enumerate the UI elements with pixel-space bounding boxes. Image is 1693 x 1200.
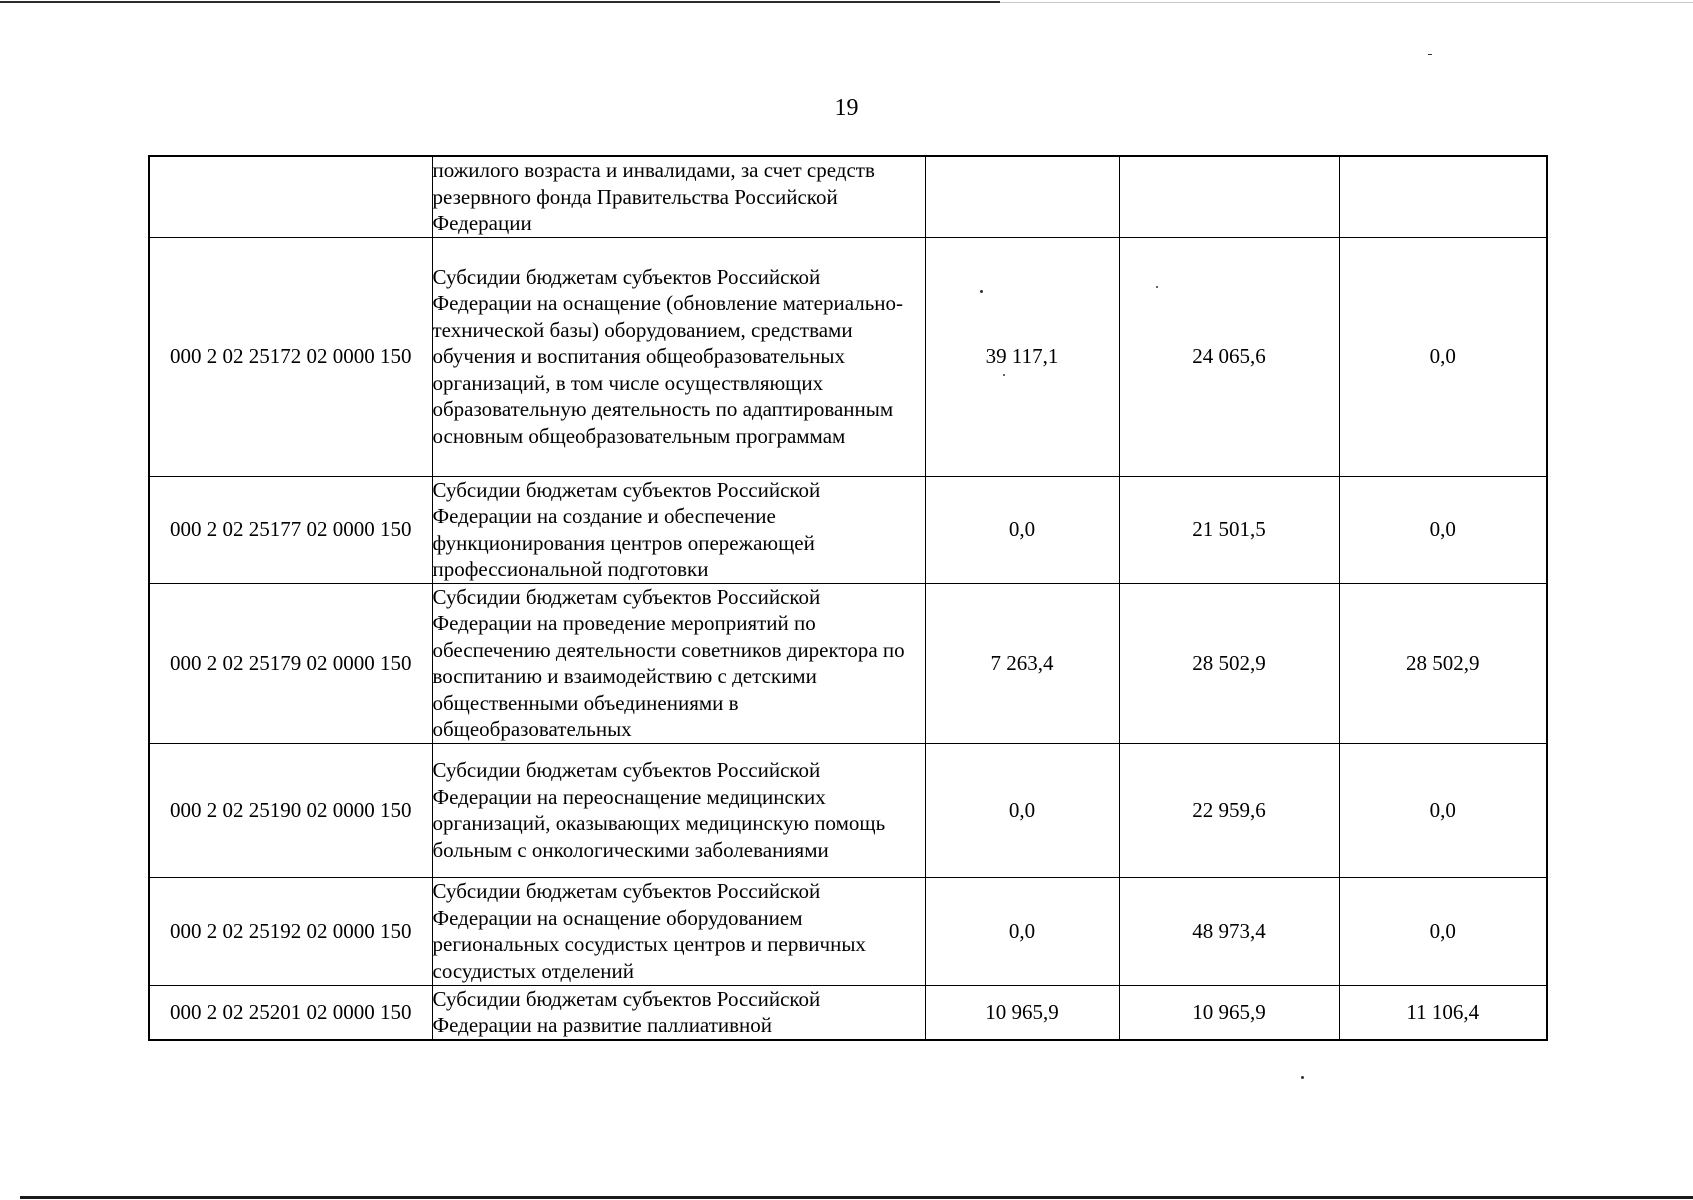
description-cell: Субсидии бюджетам субъектов Российской Федерации на оснащение (обновление материально-технической базы) оборудованием, средствами обучения и воспитания общеобразовательных организаций, в том числе осуществляющих образовательную деятельность по адаптированным основным общеобразовательным программам: [432, 237, 925, 476]
budget-code-cell: [149, 156, 432, 237]
value-cell-3: 28 502,9: [1339, 583, 1547, 743]
description-cell: Субсидии бюджетам субъектов Российской Федерации на развитие паллиативной: [432, 985, 925, 1040]
description-cell: Субсидии бюджетам субъектов Российской Федерации на создание и обеспечение функционирования центров опережающей профессиональной подготовки: [432, 476, 925, 583]
scan-edge-top-faint: [1000, 2, 1693, 3]
budget-code-cell: 000 2 02 25177 02 0000 150: [149, 476, 432, 583]
value-cell-3: [1339, 156, 1547, 237]
budget-table: [148, 155, 1548, 1041]
budget-code-cell: 000 2 02 25192 02 0000 150: [149, 877, 432, 985]
value-cell-1: 7 263,4: [925, 583, 1119, 743]
table-row: [149, 985, 1547, 1040]
scan-edge-top: [0, 1, 1000, 3]
value-cell-3: 0,0: [1339, 877, 1547, 985]
table-row: [149, 877, 1547, 985]
table-row: [149, 476, 1547, 583]
value-cell-1: 39 117,1: [925, 237, 1119, 476]
budget-code-cell: 000 2 02 25201 02 0000 150: [149, 985, 432, 1040]
value-cell-3: 0,0: [1339, 237, 1547, 476]
budget-code-cell: 000 2 02 25172 02 0000 150: [149, 237, 432, 476]
table-row: [149, 237, 1547, 476]
value-cell-1: 10 965,9: [925, 985, 1119, 1040]
description-cell: Субсидии бюджетам субъектов Российской Федерации на проведение мероприятий по обеспечению деятельности советников директора по воспитанию и взаимодействию с детскими общественными объединениями в общеобразовательных: [432, 583, 925, 743]
scan-speck: [980, 290, 983, 293]
scan-speck: [1428, 54, 1432, 55]
table-row: [149, 156, 1547, 237]
scan-speck: [1003, 374, 1005, 376]
value-cell-2: 24 065,6: [1119, 237, 1339, 476]
value-cell-1: 0,0: [925, 743, 1119, 877]
table-row: [149, 583, 1547, 743]
value-cell-1: 0,0: [925, 877, 1119, 985]
budget-code-cell: 000 2 02 25179 02 0000 150: [149, 583, 432, 743]
description-cell: пожилого возраста и инвалидами, за счет средств резервного фонда Правительства Российской Федерации: [432, 156, 925, 237]
value-cell-2: 21 501,5: [1119, 476, 1339, 583]
value-cell-3: 0,0: [1339, 743, 1547, 877]
description-cell: Субсидии бюджетам субъектов Российской Федерации на оснащение оборудованием региональных сосудистых центров и первичных сосудистых отделений: [432, 877, 925, 985]
value-cell-2: [1119, 156, 1339, 237]
value-cell-2: 48 973,4: [1119, 877, 1339, 985]
value-cell-2: 22 959,6: [1119, 743, 1339, 877]
scan-speck: [1156, 286, 1158, 288]
budget-code-cell: 000 2 02 25190 02 0000 150: [149, 743, 432, 877]
value-cell-2: 10 965,9: [1119, 985, 1339, 1040]
value-cell-1: 0,0: [925, 476, 1119, 583]
scan-edge-bottom: [20, 1196, 1693, 1199]
scan-speck: [1301, 1076, 1304, 1079]
value-cell-3: 0,0: [1339, 476, 1547, 583]
description-cell: Субсидии бюджетам субъектов Российской Федерации на переоснащение медицинских организаций, оказывающих медицинскую помощь больным с онкологическими заболеваниями: [432, 743, 925, 877]
value-cell-2: 28 502,9: [1119, 583, 1339, 743]
value-cell-1: [925, 156, 1119, 237]
value-cell-3: 11 106,4: [1339, 985, 1547, 1040]
page-number: 19: [834, 95, 859, 121]
table-row: [149, 743, 1547, 877]
